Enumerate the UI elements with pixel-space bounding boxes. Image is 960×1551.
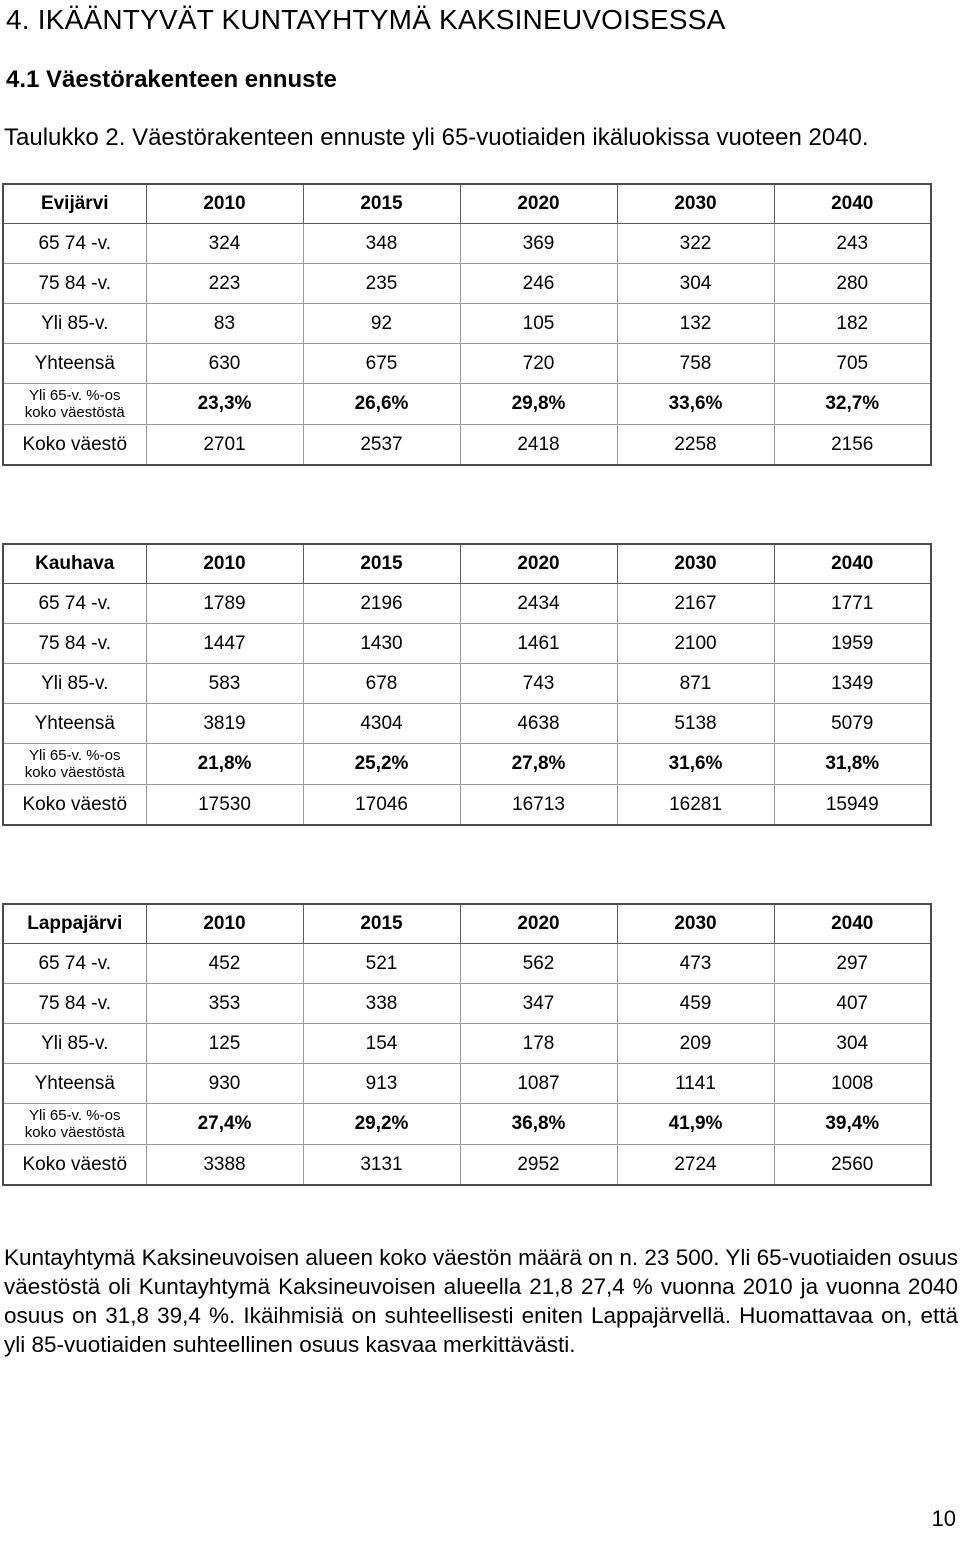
- percentage-row: [3, 384, 931, 425]
- year-header: 2030: [617, 544, 774, 584]
- cell: 5079: [774, 704, 931, 744]
- cell: 27,4%: [146, 1104, 303, 1145]
- cell: 4638: [460, 704, 617, 744]
- cell: 1789: [146, 584, 303, 624]
- table-caption: Taulukko 2. Väestörakenteen ennuste yli 65-vuotiaiden ikäluokissa vuoteen 2040.: [4, 124, 869, 151]
- cell: 280: [774, 264, 931, 304]
- cell: 678: [303, 664, 460, 704]
- cell: 562: [460, 944, 617, 984]
- cell: 17530: [146, 785, 303, 826]
- row-label: 75 84 -v.: [3, 264, 146, 304]
- cell: 29,8%: [460, 384, 617, 425]
- percentage-row: [3, 744, 931, 785]
- cell: 1008: [774, 1064, 931, 1104]
- cell: 243: [774, 224, 931, 264]
- cell: 2434: [460, 584, 617, 624]
- cell: 297: [774, 944, 931, 984]
- cell: 1349: [774, 664, 931, 704]
- chapter-heading: 4. IKÄÄNTYVÄT KUNTAYHTYMÄ KAKSINEUVOISESSA: [6, 4, 726, 35]
- cell: 2537: [303, 425, 460, 466]
- cell: 1447: [146, 624, 303, 664]
- row-label: Yhteensä: [3, 704, 146, 744]
- cell: 2100: [617, 624, 774, 664]
- year-header: 2015: [303, 184, 460, 224]
- cell: 178: [460, 1024, 617, 1064]
- cell: 1959: [774, 624, 931, 664]
- municipality-name: Evijärvi: [3, 184, 146, 224]
- percentage-row: [3, 1104, 931, 1145]
- total-row: [3, 425, 931, 466]
- row-label: Yhteensä: [3, 1064, 146, 1104]
- row-label: Yli 85-v.: [3, 304, 146, 344]
- cell: 2167: [617, 584, 774, 624]
- pct-label-line1: Yli 65-v. %-os: [29, 747, 121, 764]
- cell: 27,8%: [460, 744, 617, 785]
- cell: 521: [303, 944, 460, 984]
- year-header: 2040: [774, 904, 931, 944]
- cell: 235: [303, 264, 460, 304]
- year-header: 2010: [146, 544, 303, 584]
- cell: 36,8%: [460, 1104, 617, 1145]
- cell: 16713: [460, 785, 617, 826]
- cell: 2196: [303, 584, 460, 624]
- cell: 209: [617, 1024, 774, 1064]
- cell: 2560: [774, 1145, 931, 1186]
- table-row: [3, 664, 931, 704]
- table-row: [3, 264, 931, 304]
- cell: 154: [303, 1024, 460, 1064]
- cell: 1771: [774, 584, 931, 624]
- table-row: [3, 984, 931, 1024]
- table-row: [3, 344, 931, 384]
- cell: 246: [460, 264, 617, 304]
- cell: 2156: [774, 425, 931, 466]
- cell: 29,2%: [303, 1104, 460, 1145]
- cell: 630: [146, 344, 303, 384]
- section-heading: 4.1 Väestörakenteen ennuste: [6, 66, 337, 93]
- pct-label-line2: koko väestöstä: [24, 764, 125, 781]
- cell: 26,6%: [303, 384, 460, 425]
- cell: 3388: [146, 1145, 303, 1186]
- population-table-lappajarvi: [2, 903, 932, 1186]
- row-label: [3, 384, 146, 425]
- cell: 2258: [617, 425, 774, 466]
- cell: 675: [303, 344, 460, 384]
- cell: 125: [146, 1024, 303, 1064]
- year-header: 2020: [460, 904, 617, 944]
- row-label: [3, 744, 146, 785]
- row-label: Yhteensä: [3, 344, 146, 384]
- cell: 705: [774, 344, 931, 384]
- row-label: 75 84 -v.: [3, 984, 146, 1024]
- cell: 871: [617, 664, 774, 704]
- cell: 3819: [146, 704, 303, 744]
- cell: 2418: [460, 425, 617, 466]
- table-row: [3, 224, 931, 264]
- cell: 322: [617, 224, 774, 264]
- header-row: [3, 544, 931, 584]
- municipality-name: Lappajärvi: [3, 904, 146, 944]
- row-label: Yli 85-v.: [3, 1024, 146, 1064]
- cell: 17046: [303, 785, 460, 826]
- cell: 353: [146, 984, 303, 1024]
- cell: 21,8%: [146, 744, 303, 785]
- cell: 1430: [303, 624, 460, 664]
- municipality-name: Kauhava: [3, 544, 146, 584]
- cell: 304: [617, 264, 774, 304]
- cell: 3131: [303, 1145, 460, 1186]
- table-row: [3, 304, 931, 344]
- population-table-evijarvi: [2, 183, 932, 466]
- pct-label-line2: koko väestöstä: [24, 1124, 125, 1141]
- row-label: 75 84 -v.: [3, 624, 146, 664]
- cell: 23,3%: [146, 384, 303, 425]
- pct-label-line1: Yli 65-v. %-os: [29, 1107, 121, 1124]
- cell: 913: [303, 1064, 460, 1104]
- row-label: 65 74 -v.: [3, 584, 146, 624]
- year-header: 2020: [460, 544, 617, 584]
- cell: 25,2%: [303, 744, 460, 785]
- body-paragraph: Kuntayhtymä Kaksineuvoisen alueen koko väestön määrä on n. 23 500. Yli 65-vuotiaiden osuus väestöstä oli Kuntayhtymä Kaksineuvoisen alueella 21,8 27,4 % vuonna 2010 ja vuonna 2040 osuus on 31,8 39,4 %. Ikäihmisiä on suhteellisesti eniten Lappajärvellä. Huomattavaa on, että yli 85-vuotiaiden suhteellinen osuus kasvaa merkittävästi.: [4, 1245, 958, 1357]
- row-label: 65 74 -v.: [3, 944, 146, 984]
- cell: 304: [774, 1024, 931, 1064]
- year-header: 2040: [774, 544, 931, 584]
- cell: 5138: [617, 704, 774, 744]
- cell: 348: [303, 224, 460, 264]
- cell: 92: [303, 304, 460, 344]
- year-header: 2015: [303, 904, 460, 944]
- cell: 33,6%: [617, 384, 774, 425]
- cell: 452: [146, 944, 303, 984]
- cell: 2724: [617, 1145, 774, 1186]
- cell: 1461: [460, 624, 617, 664]
- row-label: Koko väestö: [3, 425, 146, 466]
- table-row: [3, 584, 931, 624]
- cell: 223: [146, 264, 303, 304]
- cell: 132: [617, 304, 774, 344]
- cell: 1141: [617, 1064, 774, 1104]
- cell: 105: [460, 304, 617, 344]
- cell: 338: [303, 984, 460, 1024]
- population-table-kauhava: [2, 543, 932, 826]
- cell: 743: [460, 664, 617, 704]
- year-header: 2015: [303, 544, 460, 584]
- cell: 1087: [460, 1064, 617, 1104]
- cell: 720: [460, 344, 617, 384]
- year-header: 2010: [146, 184, 303, 224]
- row-label: Koko väestö: [3, 1145, 146, 1186]
- cell: 758: [617, 344, 774, 384]
- year-header: 2030: [617, 184, 774, 224]
- cell: 31,8%: [774, 744, 931, 785]
- cell: 407: [774, 984, 931, 1024]
- cell: 369: [460, 224, 617, 264]
- table-row: [3, 944, 931, 984]
- cell: 39,4%: [774, 1104, 931, 1145]
- total-row: [3, 1145, 931, 1186]
- table-row: [3, 1064, 931, 1104]
- cell: 31,6%: [617, 744, 774, 785]
- row-label: 65 74 -v.: [3, 224, 146, 264]
- cell: 32,7%: [774, 384, 931, 425]
- cell: 83: [146, 304, 303, 344]
- cell: 15949: [774, 785, 931, 826]
- row-label: [3, 1104, 146, 1145]
- total-row: [3, 785, 931, 826]
- cell: 4304: [303, 704, 460, 744]
- cell: 324: [146, 224, 303, 264]
- year-header: 2030: [617, 904, 774, 944]
- table-row: [3, 704, 931, 744]
- year-header: 2020: [460, 184, 617, 224]
- page-number: 10: [931, 1506, 956, 1531]
- pct-label-line1: Yli 65-v. %-os: [29, 387, 121, 404]
- cell: 16281: [617, 785, 774, 826]
- cell: 583: [146, 664, 303, 704]
- cell: 2701: [146, 425, 303, 466]
- year-header: 2010: [146, 904, 303, 944]
- header-row: [3, 184, 931, 224]
- cell: 930: [146, 1064, 303, 1104]
- cell: 2952: [460, 1145, 617, 1186]
- cell: 459: [617, 984, 774, 1024]
- pct-label-line2: koko väestöstä: [24, 404, 125, 421]
- header-row: [3, 904, 931, 944]
- cell: 41,9%: [617, 1104, 774, 1145]
- cell: 347: [460, 984, 617, 1024]
- table-row: [3, 624, 931, 664]
- row-label: Yli 85-v.: [3, 664, 146, 704]
- cell: 182: [774, 304, 931, 344]
- table-row: [3, 1024, 931, 1064]
- year-header: 2040: [774, 184, 931, 224]
- cell: 473: [617, 944, 774, 984]
- row-label: Koko väestö: [3, 785, 146, 826]
